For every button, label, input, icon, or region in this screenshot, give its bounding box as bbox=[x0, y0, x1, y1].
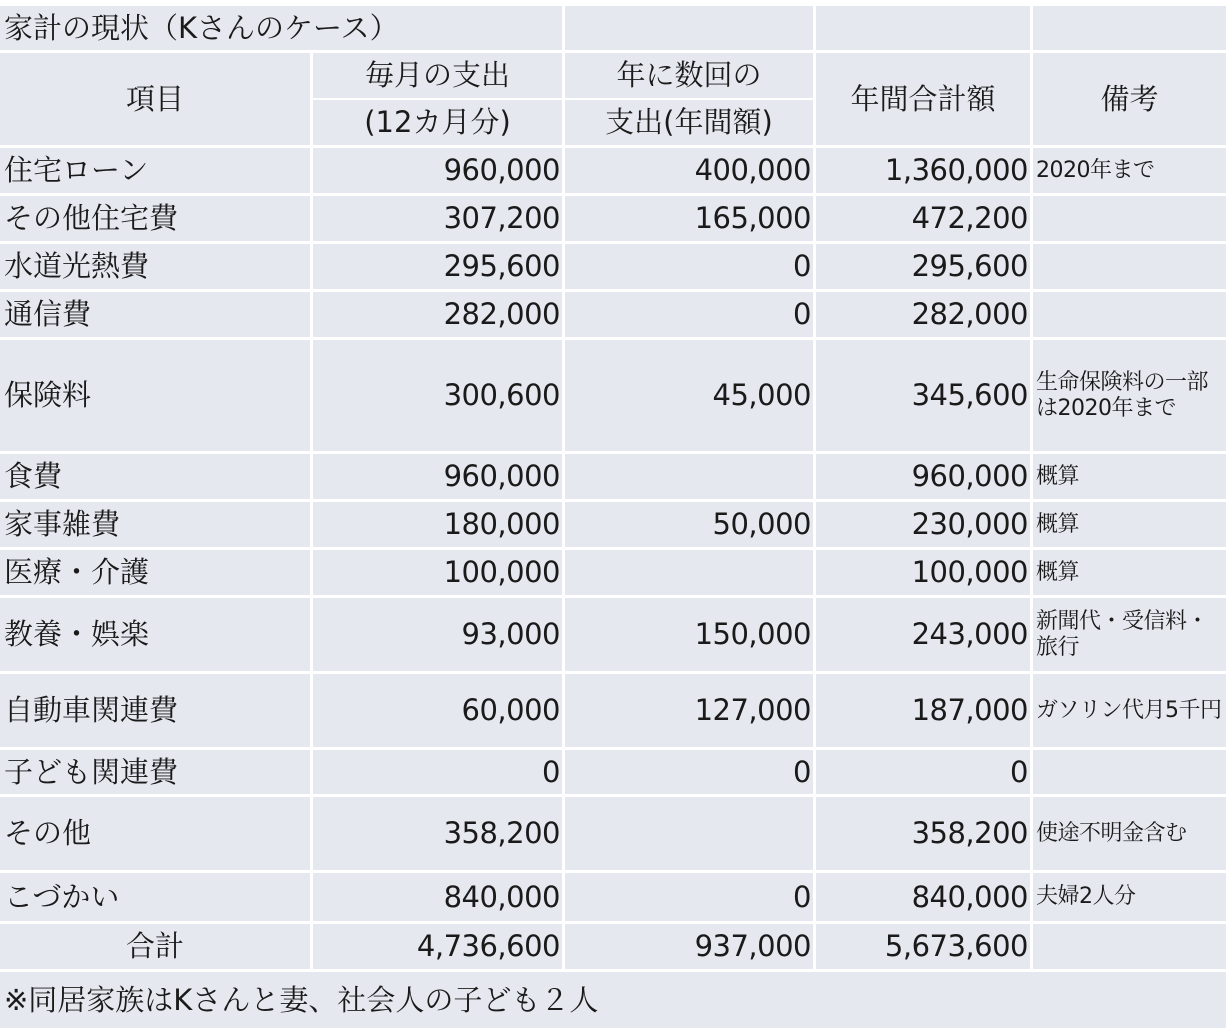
row-item: 通信費 bbox=[0, 292, 313, 340]
row-annual-total: 1,360,000 bbox=[816, 148, 1033, 196]
row-monthly: 960,000 bbox=[313, 148, 565, 196]
row-note: 生命保険料の一部は2020年まで bbox=[1033, 340, 1229, 454]
row-periodic: 127,000 bbox=[565, 674, 816, 750]
row-item: 住宅ローン bbox=[0, 148, 313, 196]
row-item: 食費 bbox=[0, 454, 313, 502]
row-periodic bbox=[565, 550, 816, 598]
row-annual-total: 840,000 bbox=[816, 873, 1033, 924]
row-item: 医療・介護 bbox=[0, 550, 313, 598]
row-note bbox=[1033, 292, 1229, 340]
row-annual-total: 282,000 bbox=[816, 292, 1033, 340]
row-periodic: 400,000 bbox=[565, 148, 816, 196]
row-monthly: 295,600 bbox=[313, 244, 565, 292]
row-note: 夫婦2人分 bbox=[1033, 873, 1229, 924]
row-annual-total: 243,000 bbox=[816, 598, 1033, 674]
row-periodic bbox=[565, 797, 816, 873]
total-annual: 5,673,600 bbox=[816, 924, 1033, 972]
row-monthly: 300,600 bbox=[313, 340, 565, 454]
row-monthly: 282,000 bbox=[313, 292, 565, 340]
row-periodic: 0 bbox=[565, 750, 816, 797]
row-note: 新聞代・受信料・旅行 bbox=[1033, 598, 1229, 674]
total-label: 合計 bbox=[0, 924, 313, 972]
row-periodic: 165,000 bbox=[565, 196, 816, 244]
total-note bbox=[1033, 924, 1229, 972]
header-note: 備考 bbox=[1033, 53, 1229, 148]
row-annual-total: 187,000 bbox=[816, 674, 1033, 750]
row-monthly: 100,000 bbox=[313, 550, 565, 598]
row-item: 家事雑費 bbox=[0, 502, 313, 550]
row-periodic: 150,000 bbox=[565, 598, 816, 674]
row-annual-total: 100,000 bbox=[816, 550, 1033, 598]
row-note: ガソリン代月5千円 bbox=[1033, 674, 1229, 750]
header-annual-total: 年間合計額 bbox=[816, 53, 1033, 148]
row-monthly: 307,200 bbox=[313, 196, 565, 244]
row-note bbox=[1033, 750, 1229, 797]
row-periodic: 0 bbox=[565, 292, 816, 340]
row-periodic: 50,000 bbox=[565, 502, 816, 550]
row-item: 子ども関連費 bbox=[0, 750, 313, 797]
row-annual-total: 295,600 bbox=[816, 244, 1033, 292]
row-annual-total: 230,000 bbox=[816, 502, 1033, 550]
header-monthly-line2: (12カ月分) bbox=[313, 100, 565, 148]
row-item: 教養・娯楽 bbox=[0, 598, 313, 674]
row-note: 使途不明金含む bbox=[1033, 797, 1229, 873]
header-monthly-line1: 毎月の支出 bbox=[313, 53, 565, 100]
row-periodic bbox=[565, 454, 816, 502]
row-monthly: 960,000 bbox=[313, 454, 565, 502]
row-item: その他 bbox=[0, 797, 313, 873]
table-title: 家計の現状（Kさんのケース） bbox=[0, 6, 565, 53]
row-annual-total: 0 bbox=[816, 750, 1033, 797]
row-periodic: 0 bbox=[565, 873, 816, 924]
row-note bbox=[1033, 196, 1229, 244]
title-blank bbox=[816, 6, 1033, 53]
row-item: その他住宅費 bbox=[0, 196, 313, 244]
footnote: ※同居家族はKさんと妻、社会人の子ども２人 bbox=[0, 972, 1229, 1028]
row-item: 自動車関連費 bbox=[0, 674, 313, 750]
header-periodic-line2: 支出(年間額) bbox=[565, 100, 816, 148]
total-monthly: 4,736,600 bbox=[313, 924, 565, 972]
row-item: 保険料 bbox=[0, 340, 313, 454]
header-item: 項目 bbox=[0, 53, 313, 148]
row-note: 概算 bbox=[1033, 502, 1229, 550]
row-item: 水道光熱費 bbox=[0, 244, 313, 292]
header-periodic-line1: 年に数回の bbox=[565, 53, 816, 100]
row-periodic: 0 bbox=[565, 244, 816, 292]
row-note bbox=[1033, 244, 1229, 292]
row-annual-total: 960,000 bbox=[816, 454, 1033, 502]
row-note: 概算 bbox=[1033, 550, 1229, 598]
row-annual-total: 472,200 bbox=[816, 196, 1033, 244]
row-note: 2020年まで bbox=[1033, 148, 1229, 196]
row-item: こづかい bbox=[0, 873, 313, 924]
row-monthly: 180,000 bbox=[313, 502, 565, 550]
total-periodic: 937,000 bbox=[565, 924, 816, 972]
row-monthly: 60,000 bbox=[313, 674, 565, 750]
row-periodic: 45,000 bbox=[565, 340, 816, 454]
row-monthly: 840,000 bbox=[313, 873, 565, 924]
title-blank bbox=[1033, 6, 1229, 53]
title-blank bbox=[565, 6, 816, 53]
row-monthly: 93,000 bbox=[313, 598, 565, 674]
row-note: 概算 bbox=[1033, 454, 1229, 502]
row-monthly: 358,200 bbox=[313, 797, 565, 873]
row-annual-total: 345,600 bbox=[816, 340, 1033, 454]
row-annual-total: 358,200 bbox=[816, 797, 1033, 873]
row-monthly: 0 bbox=[313, 750, 565, 797]
